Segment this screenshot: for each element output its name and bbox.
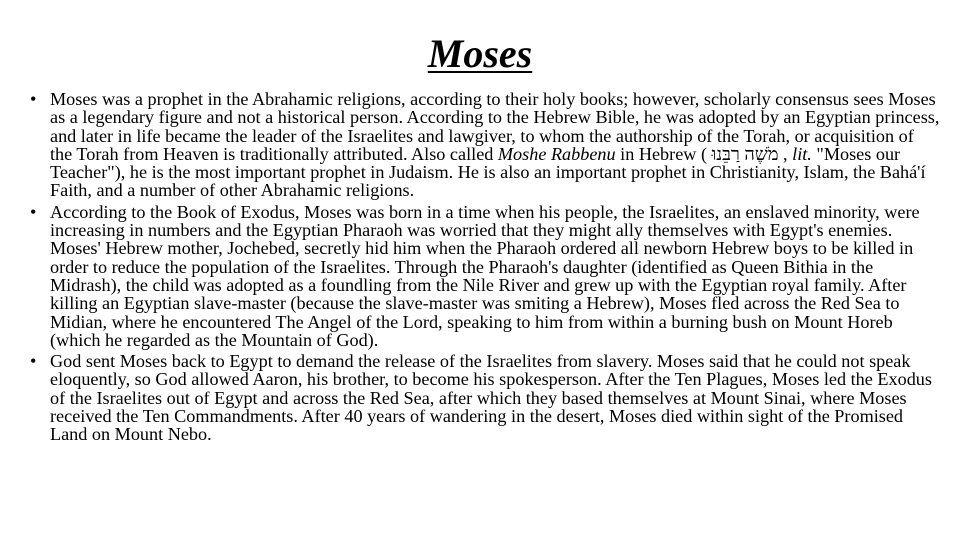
bullet-item	[30, 203, 940, 349]
bullet-icon: •	[30, 201, 37, 222]
bullet-list	[30, 90, 940, 447]
slide-title	[0, 30, 960, 78]
bullet-text: According to the Book of Exodus, Moses was born in a time when his people, the Israelites, an enslaved minority, were increasing in numbers and the Egyptian Pharaoh was worried that they might ally themselves with Egypt's enemies. Moses' Hebrew mother, Jochebed, secretly hid him when the Pharaoh ordered all newborn Hebrew boys to be killed in order to reduce the population of the Israelites. Through the Pharaoh's daughter (identified as Queen Bithia in the Midrash), the child was adopted as a foundling from the Nile River and grew up with the Egyptian royal family. After killing an Egyptian slave-master (because the slave-master was smiting a Hebrew), Moses fled across the Red Sea to Midian, where he encountered The Angel of the Lord, speaking to him from within a burning bush on Mount Horeb (which he regarded as the Mountain of God).	[50, 201, 920, 350]
bullet-icon: •	[30, 351, 37, 372]
bullet-italic-abbr: lit.	[792, 143, 812, 164]
bullet-text-part: "Moses our Teacher"), he is the most important prophet in Judaism. He is also an important prophet in Christianity, Islam, the Bahá'í Faith, and a number of other Abrahamic religions.	[50, 143, 926, 201]
bullet-italic-term: Moshe Rabbenu	[497, 143, 616, 164]
bullet-text-part: ,	[778, 143, 793, 164]
slide-title-text: Moses	[427, 31, 533, 76]
bullet-item	[30, 352, 940, 443]
hebrew-text: מֹשֶׁה רַבֵּנוּ	[711, 143, 779, 164]
bullet-item	[30, 90, 940, 200]
bullet-text: God sent Moses back to Egypt to demand the release of the Israelites from slavery. Moses said that he could not speak eloquently, so God allowed Aaron, his brother, to become his spokesperson. After the Ten Plagues, Moses led the Exodus of the Israelites out of Egypt and across the Red Sea, after which they based themselves at Mount Sinai, where Moses received the Ten Commandments. After 40 years of wandering in the desert, Moses died within sight of the Promised Land on Mount Nebo.	[50, 351, 932, 445]
bullet-text-part: Moses was a prophet in the Abrahamic religions, according to their holy books; however, scholarly consensus sees Moses as a legendary figure and not a historical person. According to the Hebrew Bible, he was adopted by an Egyptian princess, and later in life became the leader of the Israelites and lawgiver, to whom the authorship of the Torah, or acquisition of the Torah from Heaven is traditionally attributed. Also called	[50, 89, 940, 164]
bullet-text-part: in Hebrew (	[615, 143, 712, 164]
bullet-icon: •	[30, 89, 37, 109]
